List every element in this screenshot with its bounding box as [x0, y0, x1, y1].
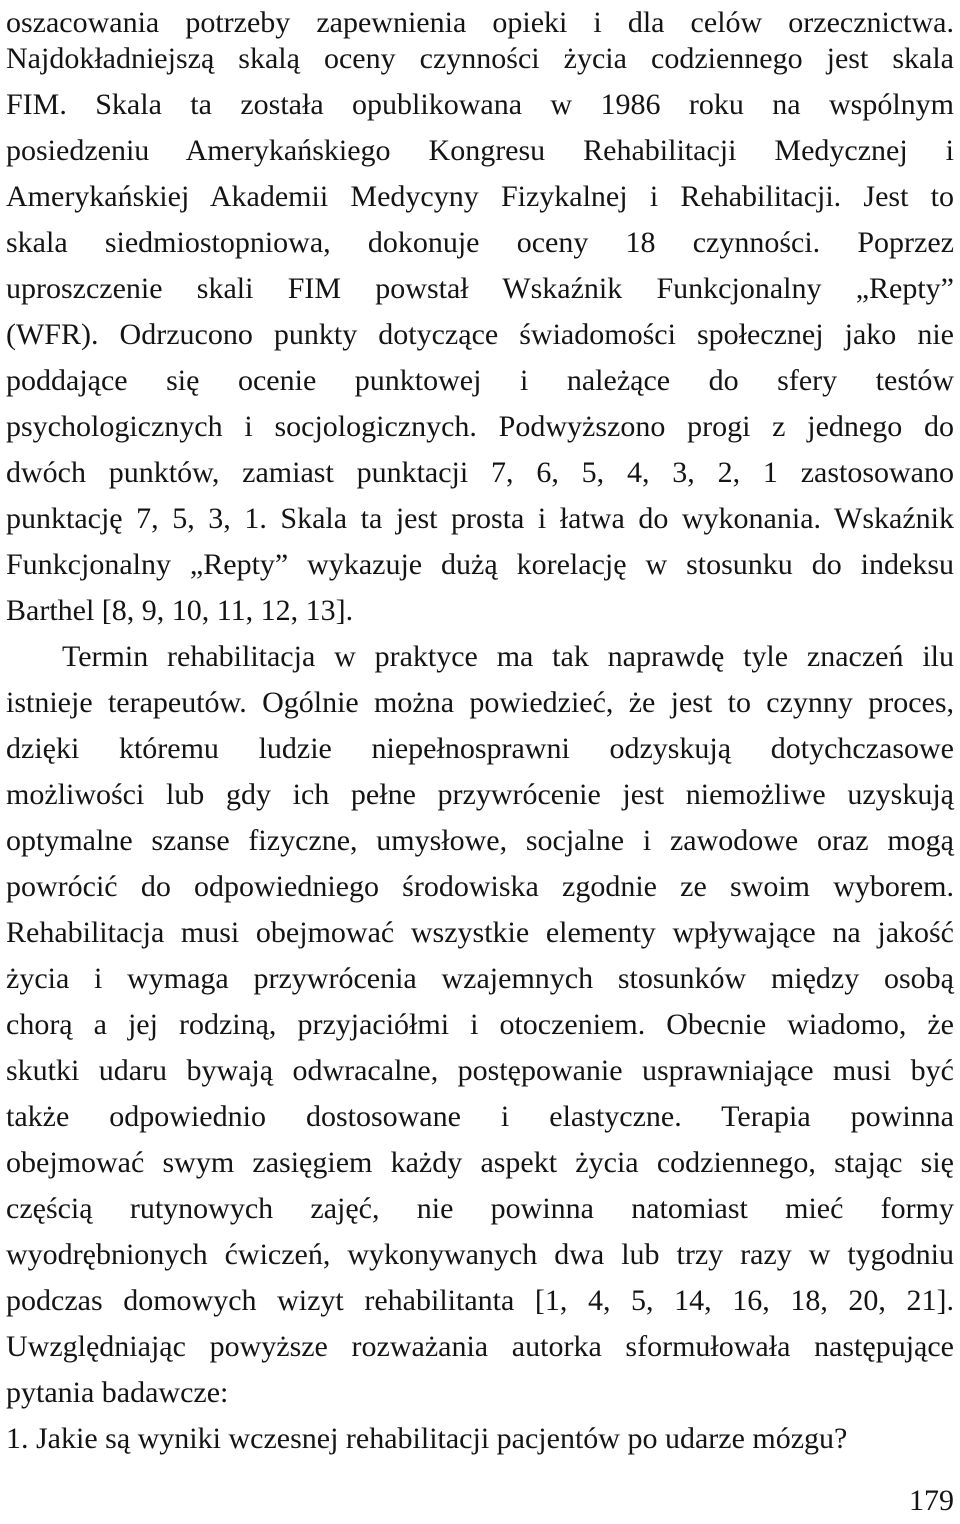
page-number: 179 [909, 1484, 954, 1517]
text-line: istnieje terapeutów. Ogólnie można powiedzieć, że jest to czynny proces, [6, 686, 954, 719]
text-line: Termin rehabilitacja w praktyce ma tak naprawdę tyle znaczeń ilu [62, 640, 954, 673]
text-line: skutki udaru bywają odwracalne, postępowanie usprawniające musi być [6, 1054, 954, 1087]
text-line: punktację 7, 5, 3, 1. Skala ta jest prosta i łatwa do wykonania. Wskaźnik [6, 502, 954, 535]
text-line: Amerykańskiej Akademii Medycyny Fizykalnej i Rehabilitacji. Jest to [6, 180, 954, 213]
text-line: skala siedmiostopniowa, dokonuje oceny 18 czynności. Poprzez [6, 226, 954, 259]
text-line: Uwzględniając powyższe rozważania autorka sformułowała następujące [6, 1330, 954, 1363]
text-line: chorą a jej rodziną, przyjaciółmi i otoczeniem. Obecnie wiadomo, że [6, 1008, 954, 1041]
text-line: pytania badawcze: [6, 1376, 229, 1409]
text-line: oszacowania potrzeby zapewnienia opieki i dla celów orzecznictwa. [6, 6, 954, 39]
text-line: psychologicznych i socjologicznych. Podwyższono progi z jednego do [6, 410, 954, 443]
text-line: uproszczenie skali FIM powstał Wskaźnik Funkcjonalny „Repty” [6, 272, 954, 305]
text-line: (WFR). Odrzucono punkty dotyczące świadomości społecznej jako nie [6, 318, 954, 351]
text-line: możliwości lub gdy ich pełne przywrócenie jest niemożliwe uzyskują [6, 778, 954, 811]
text-line: powrócić do odpowiedniego środowiska zgodnie ze swoim wyborem. [6, 870, 954, 903]
text-line: życia i wymaga przywrócenia wzajemnych stosunków między osobą [6, 962, 954, 995]
numbered-list-item: 1. Jakie są wyniki wczesnej rehabilitacji pacjentów po udarze mózgu? [6, 1422, 848, 1455]
text-line: częścią rutynowych zajęć, nie powinna natomiast mieć formy [6, 1192, 954, 1225]
text-line: Najdokładniejszą skalą oceny czynności życia codziennego jest skala [6, 42, 954, 75]
text-line: optymalne szanse fizyczne, umysłowe, socjalne i zawodowe oraz mogą [6, 824, 954, 857]
text-line: Rehabilitacja musi obejmować wszystkie elementy wpływające na jakość [6, 916, 954, 949]
text-line: obejmować swym zasięgiem każdy aspekt życia codziennego, stając się [6, 1146, 954, 1179]
text-line: poddające się ocenie punktowej i należące do sfery testów [6, 364, 954, 397]
text-line: dwóch punktów, zamiast punktacji 7, 6, 5, 4, 3, 2, 1 zastosowano [6, 456, 954, 489]
text-line: FIM. Skala ta została opublikowana w 1986 roku na wspólnym [6, 88, 954, 121]
text-line: dzięki któremu ludzie niepełnosprawni odzyskują dotychczasowe [6, 732, 954, 765]
text-line: posiedzeniu Amerykańskiego Kongresu Rehabilitacji Medycznej i [6, 134, 954, 167]
text-line: także odpowiednio dostosowane i elastyczne. Terapia powinna [6, 1100, 954, 1133]
text-line: Funkcjonalny „Repty” wykazuje dużą korelację w stosunku do indeksu [6, 548, 954, 581]
text-line: Barthel [8, 9, 10, 11, 12, 13]. [6, 594, 354, 627]
text-line: wyodrębnionych ćwiczeń, wykonywanych dwa lub trzy razy w tygodniu [6, 1238, 954, 1271]
text-line: podczas domowych wizyt rehabilitanta [1, 4, 5, 14, 16, 18, 20, 21]. [6, 1284, 954, 1317]
